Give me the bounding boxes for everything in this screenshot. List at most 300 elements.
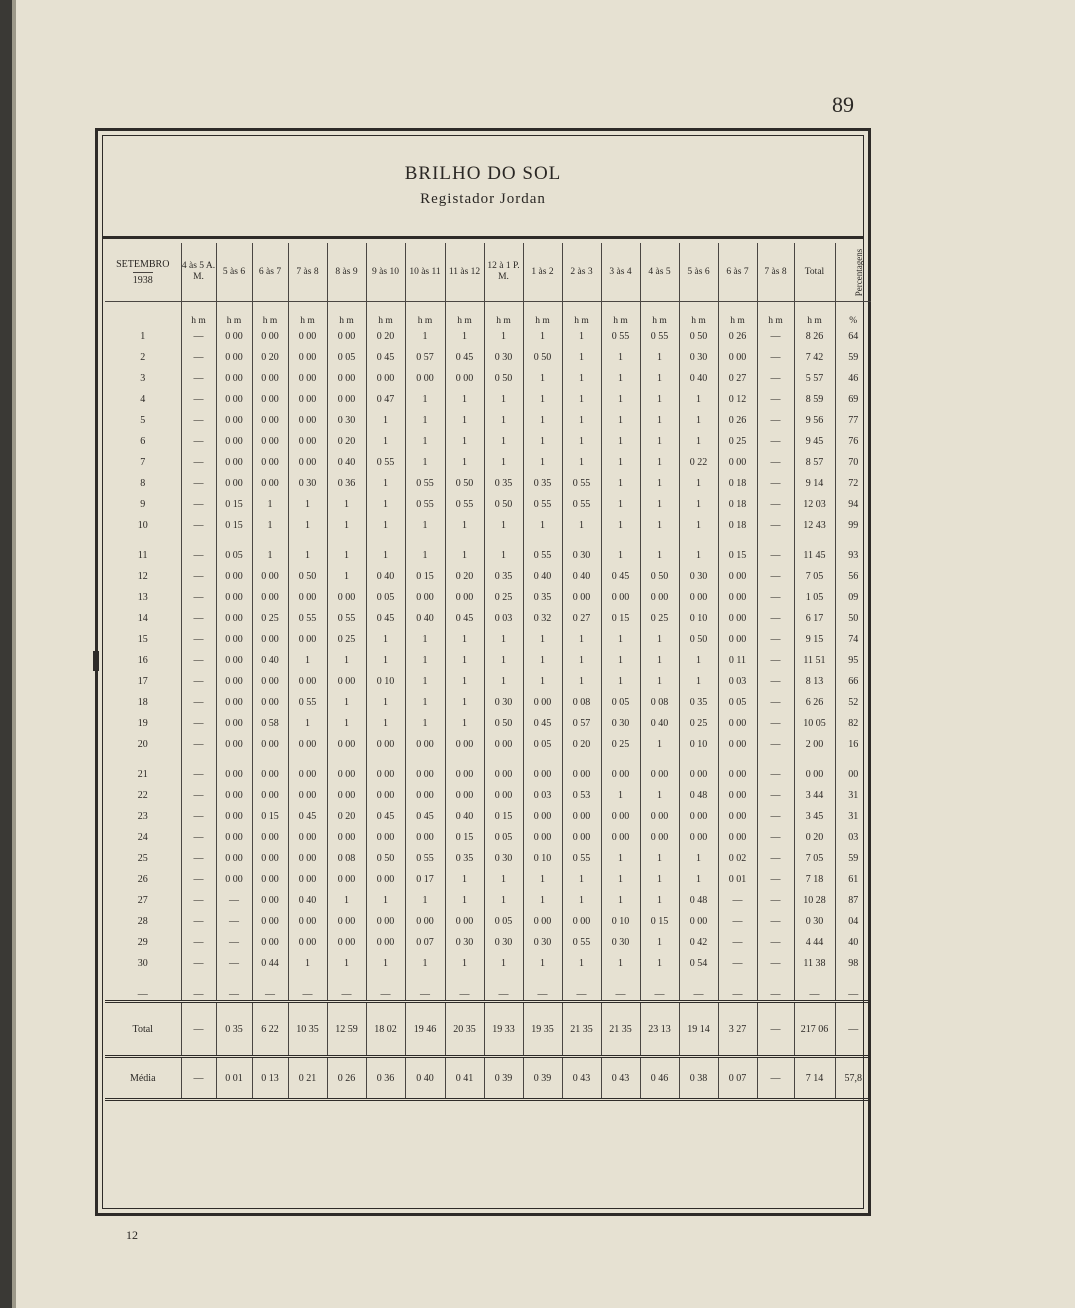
table-cell: —: [718, 932, 757, 953]
table-cell: 0 00: [679, 827, 718, 848]
table-cell: 3 45: [794, 806, 835, 827]
table-cell: 0 02: [718, 848, 757, 869]
table-cell: 1: [562, 347, 601, 368]
end-row: [105, 974, 871, 1002]
table-cell: —: [757, 734, 794, 755]
table-cell: 0 00: [252, 671, 288, 692]
table-cell: 19 14: [679, 1002, 718, 1057]
table-row: [105, 566, 871, 587]
table-cell: 0 00: [523, 764, 562, 785]
spacer-cell: [679, 536, 718, 545]
table-cell: 0 55: [327, 608, 366, 629]
table-cell: 0 55: [562, 494, 601, 515]
table-cell: 0 00: [252, 827, 288, 848]
table-cell: 1: [679, 869, 718, 890]
table-cell: 0 00: [445, 764, 484, 785]
spacer-cell: [562, 536, 601, 545]
table-cell: —: [216, 911, 252, 932]
table-cell: 0 25: [679, 713, 718, 734]
table-cell: 0 03: [484, 608, 523, 629]
table-cell: 9 14: [794, 473, 835, 494]
table-cell: 1: [640, 515, 679, 536]
year-label: 1938: [133, 272, 153, 286]
spacer-cell: [405, 536, 445, 545]
table-row-label: 9: [140, 499, 146, 510]
col-header: 6 às 7: [252, 243, 288, 302]
table-cell: 1: [405, 629, 445, 650]
table-cell: 1: [327, 566, 366, 587]
table-cell: 0 00: [216, 713, 252, 734]
table-cell: 1: [523, 368, 562, 389]
table-cell: —: [181, 515, 216, 536]
table-cell: 1: [562, 452, 601, 473]
table-cell: —: [718, 890, 757, 911]
table-cell: 0 00: [288, 932, 327, 953]
table-cell: 0 15: [718, 545, 757, 566]
table-cell: 7 42: [794, 347, 835, 368]
table-row-label: 21: [137, 769, 148, 780]
table-row: [105, 431, 871, 452]
table-cell: —: [718, 953, 757, 974]
spacer-cell: [288, 536, 327, 545]
table-cell: 10 35: [288, 1002, 327, 1057]
table-cell: 0 40: [327, 452, 366, 473]
spacer-cell: [366, 755, 405, 764]
table-cell: 8 57: [794, 452, 835, 473]
spacer-cell: [105, 755, 181, 764]
table-cell: 0 50: [679, 629, 718, 650]
table-cell: —: [181, 671, 216, 692]
table-cell: 0 00: [405, 827, 445, 848]
table-cell: 1: [640, 848, 679, 869]
table-cell: 46: [835, 368, 871, 389]
table-cell: 1: [601, 629, 640, 650]
table-cell: 0 18: [718, 494, 757, 515]
table-cell: 0 00: [252, 431, 288, 452]
table-cell: 1: [679, 650, 718, 671]
table-cell: 0 20: [794, 827, 835, 848]
table-row: [105, 410, 871, 431]
table-cell: —: [523, 974, 562, 1002]
table-cell: 0 00: [327, 368, 366, 389]
table-cell: 1: [366, 473, 405, 494]
table-cell: 95: [835, 650, 871, 671]
table-cell: 1: [327, 713, 366, 734]
book-binding-edge: [12, 0, 16, 1308]
table-row: [105, 953, 871, 974]
table-cell: 0 00: [288, 785, 327, 806]
table-cell: 0 00: [288, 452, 327, 473]
table-cell: 0 55: [288, 608, 327, 629]
table-cell: —: [181, 326, 216, 347]
table-row-label: 22: [137, 790, 148, 801]
table-cell: 0 00: [288, 368, 327, 389]
table-cell: —: [181, 431, 216, 452]
table-cell: 0 53: [562, 785, 601, 806]
table-cell: —: [181, 368, 216, 389]
table-cell: 1: [366, 515, 405, 536]
col-header: 3 às 4: [601, 243, 640, 302]
table-cell: —: [181, 1002, 216, 1057]
table-cell: 0 27: [562, 608, 601, 629]
table-cell: 0 50: [366, 848, 405, 869]
table-cell: 0 00: [405, 785, 445, 806]
table-cell: 0 10: [601, 911, 640, 932]
spacer-cell: [181, 536, 216, 545]
table-cell: 0 00: [216, 347, 252, 368]
table-cell: 1: [366, 410, 405, 431]
table-cell: 0 45: [366, 608, 405, 629]
table-cell: —: [757, 452, 794, 473]
table-cell: —: [181, 890, 216, 911]
units-cell: h m: [484, 302, 523, 327]
table-cell: 0 50: [484, 494, 523, 515]
table-cell: 1: [640, 545, 679, 566]
media-row: [105, 1057, 871, 1100]
table-cell: —: [757, 890, 794, 911]
table-cell: 0 50: [484, 368, 523, 389]
table-cell: —: [484, 974, 523, 1002]
table-cell: 0 55: [366, 452, 405, 473]
table-cell: 1: [484, 326, 523, 347]
table-cell: 12 03: [794, 494, 835, 515]
table-cell: 0 00: [216, 368, 252, 389]
table-row: [105, 494, 871, 515]
table-cell: 1: [366, 431, 405, 452]
spacer-cell: [835, 755, 871, 764]
table-cell: 1: [640, 431, 679, 452]
month-header: [105, 243, 181, 302]
table-cell: 1: [405, 389, 445, 410]
table-cell: 0 45: [523, 713, 562, 734]
table-cell: 93: [835, 545, 871, 566]
sunshine-table: [105, 243, 871, 1101]
table-cell: 1: [445, 326, 484, 347]
table-cell: 0 01: [216, 1057, 252, 1100]
table-cell: 0 15: [405, 566, 445, 587]
table-row-label: 13: [137, 592, 148, 603]
table-cell: 0 35: [484, 473, 523, 494]
table-cell: 03: [835, 827, 871, 848]
table-cell: —: [366, 974, 405, 1002]
table-cell: 1: [601, 848, 640, 869]
table-cell: 0 00: [216, 452, 252, 473]
table-cell: —: [181, 806, 216, 827]
table-cell: 1: [601, 515, 640, 536]
table-cell: 0 05: [484, 827, 523, 848]
table-cell: 1: [562, 629, 601, 650]
table-cell: 0 00: [216, 431, 252, 452]
table-cell: 1: [445, 410, 484, 431]
units-cell: h m: [405, 302, 445, 327]
table-cell: 1: [405, 713, 445, 734]
table-cell: 0 00: [718, 608, 757, 629]
table-cell: 0 00: [562, 764, 601, 785]
table-cell: 1: [679, 671, 718, 692]
table-cell: —: [757, 671, 794, 692]
table-cell: 0 00: [484, 734, 523, 755]
table-cell: 0 35: [216, 1002, 252, 1057]
table-cell: 0 26: [327, 1057, 366, 1100]
table-cell: 0 03: [718, 671, 757, 692]
table-cell: 0 00: [405, 764, 445, 785]
table-cell: —: [757, 1002, 794, 1057]
table-cell: —: [288, 974, 327, 1002]
table-row-label: 6: [140, 436, 146, 447]
table-cell: —: [757, 473, 794, 494]
table-cell: —: [757, 629, 794, 650]
table-cell: 1: [601, 671, 640, 692]
table-cell: —: [252, 974, 288, 1002]
table-row-label: 17: [137, 676, 148, 687]
table-cell: 0 08: [562, 692, 601, 713]
table-cell: —: [679, 974, 718, 1002]
spacer-cell: [288, 755, 327, 764]
table-cell: 0 00: [216, 764, 252, 785]
table-cell: 1: [405, 890, 445, 911]
table-cell: —: [181, 608, 216, 629]
table-cell: 6 17: [794, 608, 835, 629]
table-cell: 0 25: [640, 608, 679, 629]
table-cell: 0 00: [252, 410, 288, 431]
table-cell: 1: [640, 869, 679, 890]
table-cell: 0 00: [216, 629, 252, 650]
spacer-cell: [252, 755, 288, 764]
spacer-cell: [366, 536, 405, 545]
table-cell: 0 40: [405, 1057, 445, 1100]
table-cell: 0 43: [601, 1057, 640, 1100]
table-row-label: 8: [140, 478, 146, 489]
table-cell: —: [181, 629, 216, 650]
spacer-cell: [216, 536, 252, 545]
table-cell: 0 00: [288, 587, 327, 608]
table-cell: 0 00: [327, 764, 366, 785]
table-cell: 0 20: [366, 326, 405, 347]
table-cell: —: [181, 911, 216, 932]
spacer-cell: [562, 755, 601, 764]
table-cell: 1: [484, 671, 523, 692]
spacer-row: [105, 536, 871, 545]
table-cell: 1: [288, 545, 327, 566]
table-cell: —: [181, 566, 216, 587]
table-cell: 0 00: [288, 827, 327, 848]
table-row-label: 1: [140, 331, 146, 342]
table-cell: 0 38: [679, 1057, 718, 1100]
table-cell: 1: [445, 545, 484, 566]
table-frame: [95, 128, 871, 1216]
table-cell: —: [835, 1002, 871, 1057]
table-cell: 1: [445, 692, 484, 713]
table-cell: 0 00: [252, 326, 288, 347]
table-cell: 0 00: [405, 587, 445, 608]
table-row-label: 16: [137, 655, 148, 666]
table-cell: 0 30: [327, 410, 366, 431]
table-cell: 0 13: [252, 1057, 288, 1100]
table-cell: 1: [640, 671, 679, 692]
table-cell: 1: [484, 515, 523, 536]
units-cell: h m: [181, 302, 216, 327]
table-cell: 0 00: [523, 827, 562, 848]
table-cell: 1: [288, 494, 327, 515]
table-cell: 0 45: [288, 806, 327, 827]
table-cell: —: [181, 764, 216, 785]
table-cell: 1: [523, 515, 562, 536]
table-cell: 0 50: [288, 566, 327, 587]
table-row-label: 28: [137, 916, 148, 927]
end-row-label: —: [137, 989, 148, 1000]
table-cell: —: [445, 974, 484, 1002]
table-cell: —: [757, 389, 794, 410]
table-cell: 0 15: [216, 494, 252, 515]
table-row-label: 19: [137, 718, 148, 729]
table-cell: 0 30: [679, 566, 718, 587]
table-cell: 1: [405, 326, 445, 347]
page-number: 89: [832, 92, 854, 117]
table-cell: 31: [835, 806, 871, 827]
table-cell: 0 00: [252, 368, 288, 389]
table-cell: 1: [640, 785, 679, 806]
table-cell: 3 44: [794, 785, 835, 806]
table-cell: 0 00: [327, 671, 366, 692]
table-cell: 1: [562, 389, 601, 410]
table-cell: 0 40: [562, 566, 601, 587]
table-cell: 0 00: [216, 608, 252, 629]
table-cell: 1: [445, 650, 484, 671]
table-cell: 0 00: [718, 785, 757, 806]
table-cell: 1: [484, 629, 523, 650]
table-cell: 0 00: [484, 785, 523, 806]
table-cell: 98: [835, 953, 871, 974]
table-cell: —: [757, 431, 794, 452]
table-cell: 0 25: [484, 587, 523, 608]
table-cell: 76: [835, 431, 871, 452]
table-cell: 1: [484, 452, 523, 473]
table-cell: 0 55: [523, 494, 562, 515]
table-row: [105, 869, 871, 890]
table-cell: 1: [484, 890, 523, 911]
table-cell: 1: [640, 629, 679, 650]
table-cell: 0 00: [288, 629, 327, 650]
table-cell: 57,8: [835, 1057, 871, 1100]
table-cell: 0 00: [216, 650, 252, 671]
table-cell: 0 26: [718, 410, 757, 431]
units-cell: h m: [327, 302, 366, 327]
table-cell: 0 00: [601, 764, 640, 785]
units-cell: h m: [523, 302, 562, 327]
table-cell: 0 45: [601, 566, 640, 587]
total-row-label: Total: [105, 1002, 181, 1057]
table-cell: —: [757, 953, 794, 974]
table-cell: 0 54: [679, 953, 718, 974]
table-cell: 1: [601, 869, 640, 890]
table-cell: 0 26: [718, 326, 757, 347]
table-cell: 1: [405, 650, 445, 671]
table-cell: 0 00: [718, 452, 757, 473]
table-cell: 0 39: [484, 1057, 523, 1100]
table-cell: 1: [523, 410, 562, 431]
table-cell: 0 05: [718, 692, 757, 713]
col-header: Total: [794, 243, 835, 302]
table-cell: —: [757, 545, 794, 566]
percentages-label: Percentagens: [853, 248, 864, 296]
table-cell: 1: [523, 869, 562, 890]
units-cell: h m: [601, 302, 640, 327]
table-cell: 1: [405, 953, 445, 974]
table-cell: 0 00: [252, 566, 288, 587]
table-cell: 11 51: [794, 650, 835, 671]
table-cell: 1: [484, 389, 523, 410]
table-cell: 0 42: [679, 932, 718, 953]
table-cell: 1: [484, 953, 523, 974]
table-cell: 1: [640, 410, 679, 431]
table-cell: 0 00: [523, 911, 562, 932]
table-cell: 0 00: [252, 452, 288, 473]
table-cell: 0 00: [288, 389, 327, 410]
table-cell: 0 00: [366, 869, 405, 890]
table-cell: 1: [445, 890, 484, 911]
table-cell: 0 18: [718, 473, 757, 494]
table-cell: 0 30: [445, 932, 484, 953]
table-cell: 0 25: [601, 734, 640, 755]
table-cell: 7 18: [794, 869, 835, 890]
table-cell: 1: [366, 953, 405, 974]
table-cell: 0 00: [252, 473, 288, 494]
table-cell: 1: [601, 494, 640, 515]
col-header: 6 às 7: [718, 243, 757, 302]
table-cell: 0 00: [288, 848, 327, 869]
col-header: 12 à 1 P. M.: [484, 243, 523, 302]
table-cell: 1: [562, 368, 601, 389]
table-cell: 87: [835, 890, 871, 911]
table-cell: 1: [640, 494, 679, 515]
spacer-cell: [640, 536, 679, 545]
table-cell: 21 35: [601, 1002, 640, 1057]
table-row-label: 15: [137, 634, 148, 645]
table-cell: 1: [252, 515, 288, 536]
table-cell: 1: [562, 431, 601, 452]
table-cell: 0 55: [562, 848, 601, 869]
spacer-cell: [252, 536, 288, 545]
table-cell: 1: [679, 494, 718, 515]
table-cell: 0 00: [252, 587, 288, 608]
table-cell: 1: [405, 671, 445, 692]
table-cell: —: [181, 953, 216, 974]
table-cell: 0 00: [327, 932, 366, 953]
table-cell: 0 00: [327, 587, 366, 608]
table-cell: 0 35: [445, 848, 484, 869]
table-row: [105, 473, 871, 494]
table-row: [105, 890, 871, 911]
table-cell: 0 36: [366, 1057, 405, 1100]
table-cell: 0 55: [288, 692, 327, 713]
table-cell: 1: [366, 545, 405, 566]
table-cell: 0 40: [288, 890, 327, 911]
spacer-cell: [327, 755, 366, 764]
table-row-label: 25: [137, 853, 148, 864]
spacer-cell: [523, 536, 562, 545]
table-cell: 0 35: [679, 692, 718, 713]
table-cell: 1: [562, 869, 601, 890]
table-cell: 0 10: [366, 671, 405, 692]
table-cell: 0 00: [288, 326, 327, 347]
table-cell: 1: [679, 515, 718, 536]
table-cell: —: [181, 1057, 216, 1100]
table-cell: —: [757, 608, 794, 629]
table-cell: 0 00: [445, 368, 484, 389]
table-cell: 0 00: [288, 911, 327, 932]
table-row-label: 30: [137, 958, 148, 969]
table-cell: 0 45: [445, 347, 484, 368]
